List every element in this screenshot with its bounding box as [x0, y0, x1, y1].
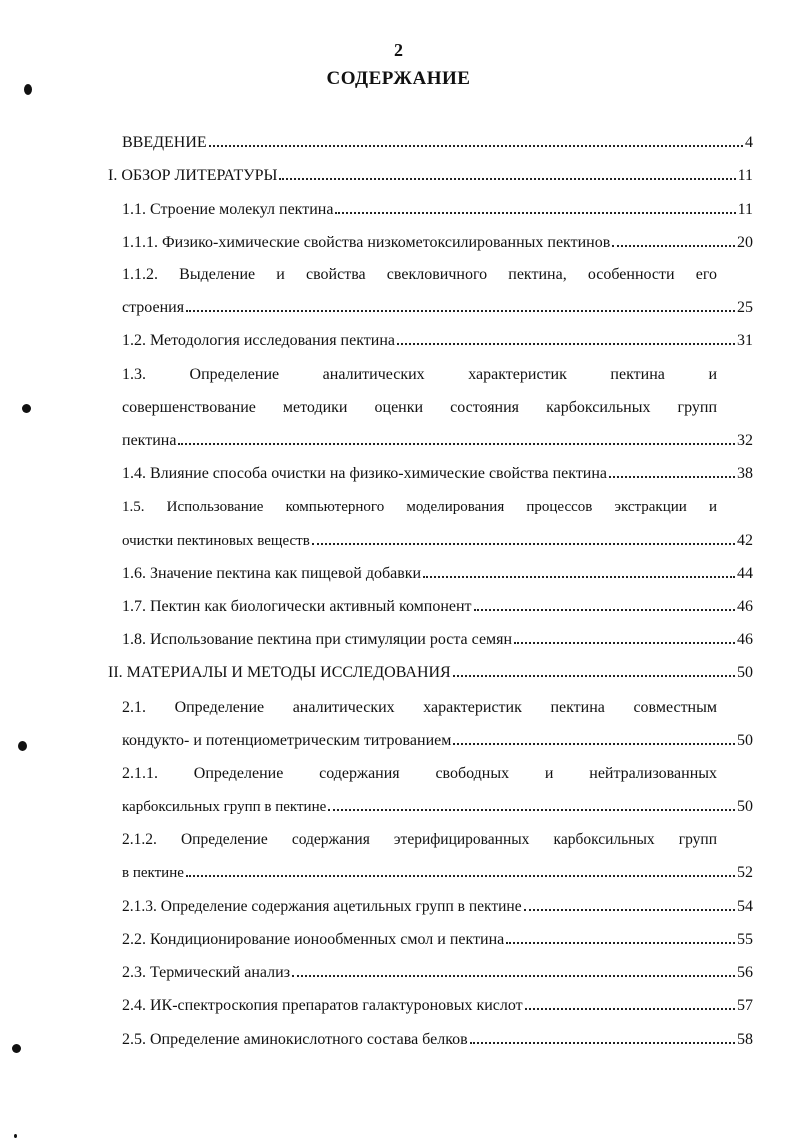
toc-leader — [186, 875, 735, 877]
toc-leader — [423, 576, 735, 578]
toc-entry-chapter-2 — [108, 662, 753, 684]
toc-entry-2-1-1 — [122, 796, 753, 818]
toc-entry-1-1-2-line1: 1.1.2. Выделение и свойства свекловичного пектина, особенности его — [122, 266, 717, 283]
toc-entry-1-8 — [122, 629, 753, 651]
toc-entry-page: 32 — [737, 432, 753, 449]
toc-entry-1-4 — [122, 463, 753, 485]
toc-entry-page: 57 — [737, 997, 753, 1014]
toc-entry-1-5 — [122, 530, 753, 552]
toc-leader — [514, 642, 735, 644]
toc-entry-text: 1.2. Методология исследования пектина — [122, 332, 395, 349]
toc-leader — [609, 476, 735, 478]
toc-entry-page: 50 — [737, 798, 753, 815]
toc-entry-1-1-2 — [122, 297, 753, 319]
toc-entry-page: 25 — [737, 299, 753, 316]
toc-entry-1-6 — [122, 563, 753, 585]
toc-entry-chapter-1 — [108, 165, 753, 187]
toc-entry-text: 2.3. Термический анализ — [122, 964, 291, 981]
toc-entry-1-3-line2: совершенствование методики оценки состояния карбоксильных групп — [122, 399, 717, 416]
toc-leader — [470, 1042, 735, 1044]
toc-entry-page: 20 — [737, 234, 753, 251]
toc-entry-text: 2.5. Определение аминокислотного состава белков — [122, 1031, 468, 1048]
toc-entry-1-5-line1: 1.5. Использование компьютерного моделирования процессов экстракции и — [122, 499, 717, 515]
toc-entry-2-1-2 — [122, 862, 753, 884]
toc-entry-2-1-line1: 2.1. Определение аналитических характеристик пектина совместным — [122, 699, 717, 716]
toc-entry-page: 38 — [737, 465, 753, 482]
toc-entry-page: 56 — [737, 964, 753, 981]
toc-entry-page: 50 — [737, 664, 753, 681]
toc-leader — [178, 443, 735, 445]
toc-entry-text: кондукто- и потенциометрическим титрованием — [122, 732, 452, 749]
toc-entry-text: 1.4. Влияние способа очистки на физико-химические свойства пектина — [122, 465, 608, 482]
scan-artifact — [22, 404, 31, 413]
toc-entry-text: карбоксильных групп в пектине — [122, 799, 327, 815]
toc-entry-1-3 — [122, 430, 753, 452]
toc-leader — [524, 909, 735, 911]
toc-leader — [453, 743, 735, 745]
page-title: СОДЕРЖАНИЕ — [326, 68, 471, 89]
toc-leader — [506, 942, 735, 944]
toc-entry-1-1-1 — [122, 232, 753, 254]
toc-entry-text: в пектине — [122, 865, 184, 881]
toc-entry-page: 4 — [745, 134, 753, 151]
toc-entry-page: 44 — [737, 565, 753, 582]
toc-leader — [335, 212, 735, 214]
toc-leader — [453, 675, 735, 677]
toc-entry-2-1-2-line1: 2.1.2. Определение содержания этерифицированных карбоксильных групп — [122, 831, 717, 848]
toc-entry-1-2 — [122, 330, 753, 352]
toc-leader — [328, 809, 735, 811]
toc-entry-text: 1.7. Пектин как биологически активный компонент — [122, 598, 472, 615]
toc-entry-text: 1.8. Использование пектина при стимуляции роста семян — [122, 631, 513, 648]
toc-entry-1-1 — [122, 199, 753, 221]
toc-entry-page: 50 — [737, 732, 753, 749]
toc-entry-text: 1.6. Значение пектина как пищевой добавки — [122, 565, 422, 582]
toc-entry-page: 46 — [737, 631, 753, 648]
toc-entry-text: пектина — [122, 432, 177, 449]
toc-entry-text: строения — [122, 299, 185, 316]
toc-entry-text: I. ОБЗОР ЛИТЕРАТУРЫ — [108, 167, 278, 184]
toc-entry-page: 58 — [737, 1031, 753, 1048]
toc-entry-page: 42 — [737, 532, 753, 549]
toc-entry-page: 11 — [737, 167, 753, 184]
toc-entry-text: II. МАТЕРИАЛЫ И МЕТОДЫ ИССЛЕДОВАНИЯ — [108, 664, 451, 681]
toc-entry-page: 11 — [737, 201, 753, 218]
scan-artifact — [12, 1044, 21, 1053]
toc-leader — [474, 609, 735, 611]
scan-artifact — [14, 1134, 17, 1138]
toc-leader — [612, 245, 735, 247]
scan-artifact — [24, 84, 32, 95]
toc-entry-intro — [122, 132, 753, 154]
toc-entry-text: 1.1. Строение молекул пектина — [122, 201, 334, 218]
toc-entry-page: 46 — [737, 598, 753, 615]
toc-entry-page: 55 — [737, 931, 753, 948]
toc-entry-text: ВВЕДЕНИЕ — [122, 134, 207, 151]
toc-entry-2-1 — [122, 730, 753, 752]
toc-entry-page: 52 — [737, 864, 753, 881]
toc-entry-page: 31 — [737, 332, 753, 349]
toc-leader — [525, 1008, 735, 1010]
toc-leader — [279, 178, 735, 180]
toc-entry-text: 2.2. Кондиционирование ионообменных смол и пектина — [122, 931, 505, 948]
toc-entry-text: 2.1.3. Определение содержания ацетильных групп в пектине — [122, 898, 522, 915]
toc-leader — [397, 343, 735, 345]
toc-entry-2-5 — [122, 1029, 753, 1051]
toc-entry-2-3 — [122, 962, 753, 984]
page-number: 2 — [394, 40, 403, 60]
toc-leader — [186, 310, 735, 312]
toc-entry-2-1-1-line1: 2.1.1. Определение содержания свободных и нейтрализованных — [122, 765, 717, 782]
toc-entry-text: 1.1.1. Физико-химические свойства низкометоксилированных пектинов — [122, 234, 611, 251]
toc-leader — [312, 543, 735, 545]
toc-entry-text: очистки пектиновых веществ — [122, 533, 310, 549]
toc-entry-text: 2.4. ИК-спектроскопия препаратов галактуроновых кислот — [122, 997, 523, 1014]
toc-entry-1-7 — [122, 596, 753, 618]
toc-entry-1-3-line1: 1.3. Определение аналитических характеристик пектина и — [122, 366, 717, 383]
toc-entry-page: 54 — [737, 898, 753, 915]
toc-entry-2-4 — [122, 995, 753, 1017]
toc-leader — [209, 145, 743, 147]
toc-entry-2-2 — [122, 929, 753, 951]
scan-artifact — [18, 741, 27, 751]
toc-leader — [292, 975, 735, 977]
toc-entry-2-1-3 — [122, 896, 753, 918]
